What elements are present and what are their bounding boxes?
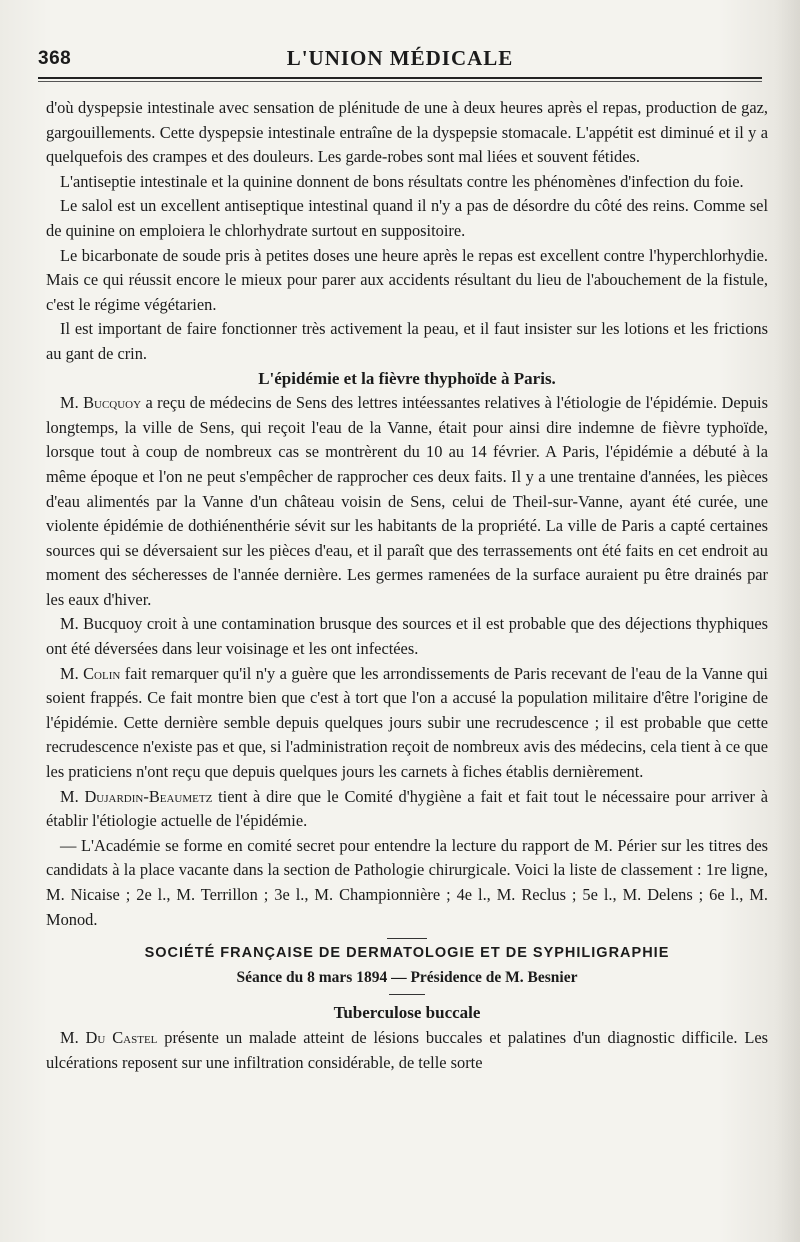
short-rule — [389, 994, 425, 995]
paragraph: Le salol est un excellent antiseptique intestinal quand il n'y a pas de désordre du côté des reins. Comme sel de quinine on emploiera le chlorhydrate surtout en suppositoire. — [46, 196, 768, 240]
paragraph-text: présente un malade atteint de lésions buccales et palatines d'un diagnostic difficile. Les ulcérations reposent sur une infiltration considérable, de telle sorte — [46, 1027, 768, 1072]
speaker-name: M. Du Castel — [60, 1027, 158, 1047]
paragraph-text: fait remarquer qu'il n'y a guère que les arrondissements de Paris recevant de l'eau de la Vanne qui soient frappés. Ce fait montre bien que c'est à tort que l'on a accusé la population militaire d'être l'origine de l'épidémie. Cette dernière semble depuis quelques jours subir une recrudescence ; il est probable que cette recrudescence n'existe pas et que, si l'administration reçoit de nombreux avis des médecins, cela tient à ce que les praticiens n'ont reçu que depuis quelques jours les carnets à fiches établis dernièrement. — [46, 663, 768, 782]
paragraph-academie: — L'Académie se forme en comité secret pour entendre la lecture du rapport de M. Périer sur les titres des candidats à la place vacante dans la section de Pathologie chirurgicale. Voici la liste de classement : 1re ligne, M. Nicaise ; 2e l., M. Terrillon ; 3e l., M. Championnière ; 4e l., M. Reclus ; 5e l., M. Delens ; 6e l., M. Monod. — [46, 835, 768, 929]
paragraph: L'antiseptie intestinale et la quinine donnent de bons résultats contre les phénomènes d'infection du foie. — [60, 171, 744, 191]
speaker-name: M. Bucquoy — [60, 393, 142, 413]
speaker-name: M. Dujardin-Beaumetz — [60, 786, 213, 806]
paragraph: Il est important de faire fonctionner très activement la peau, et il faut insister sur les lotions et les frictions au gant de crin. — [46, 319, 768, 363]
paragraph-text: tient à dire que le Comité d'hygiène a fait et fait tout le nécessaire pour arriver à établir l'étiologie actuelle de l'épidémie. — [46, 786, 769, 831]
page-number: 368 — [38, 48, 72, 69]
paragraph-bucquoy — [46, 391, 768, 612]
seance-line: Séance du 8 mars 1894 — Présidence de M. Besnier — [236, 968, 578, 986]
paragraph-text: a reçu de médecins de Sens des lettres intéessantes relatives à l'étiologie de l'épidémie. Depuis longtemps, la ville de Sens, qui reçoit l'eau de la Vanne, était pour ainsi dire indemne de fièvre typhoïde, lorsque tout à coup de nombreux cas se montrèrent du 10 au 14 février. A Paris, l'épidémie a débuté à la même époque et l'on ne peut s'empêcher de rapprocher ces deux faits. Il y a une trentaine d'années, les pièces d'eau alimentés par la Vanne d'un château voisin de Sens, celui de Theil-sur-Vanne, ayant été curée, une violente épidémie de dothiénenthérie sévit sur les habitants de la propriété. La ville de Paris a capté certaines sources qui se déversaient sur les pièces d'eau, et il paraît que des terrassements ont été faits en cet endroit au moment des sécheresses de l'année dernière. Les germes ramenées de la surface auraient pu être drainés par les eaux d'hiver. — [46, 393, 768, 609]
running-title: L'UNION MÉDICALE — [286, 46, 514, 70]
article-body — [46, 96, 768, 1075]
paragraph-du-castel — [46, 1026, 768, 1075]
section-title-epidemie: L'épidémie et la fièvre thyphoïde à Paris. — [258, 368, 556, 388]
section-separator — [387, 938, 427, 939]
header-rule-thin — [38, 81, 762, 82]
society-heading: SOCIÉTÉ FRANÇAISE DE DERMATOLOGIE ET DE SYPHILIGRAPHIE — [144, 945, 670, 962]
paragraph-dujardin — [46, 785, 768, 834]
speaker-name: M. Colin — [60, 663, 121, 683]
page-header — [38, 44, 762, 72]
subsection-title: Tuberculose buccale — [333, 1003, 481, 1023]
header-rule — [38, 77, 762, 79]
paragraph: d'où dyspepsie intestinale avec sensation de plénitude de une à deux heures après el repas, production de gaz, gargouillements. Cette dyspepsie intestinale entraîne de la dyspepsie stomacale. L'appétit est diminué et il y a quelquefois des crampes et des douleurs. Les garde-robes sont mal liées et souvent fétides. — [46, 98, 768, 167]
paragraph-colin — [46, 662, 768, 785]
paragraph: Le bicarbonate de soude pris à petites doses une heure après le repas est excellent contre l'hyperchlorhydie. Mais ce qui réussit encore le mieux pour parer aux accidents résultant du lieu de l'abouchement de la fistule, c'est le régime végétarien. — [46, 245, 768, 314]
paragraph: M. Bucquoy croit à une contamination brusque des sources et il est probable que des déjections thyphiques ont été déversées dans leur voisinage et les ont infectées. — [46, 614, 768, 659]
